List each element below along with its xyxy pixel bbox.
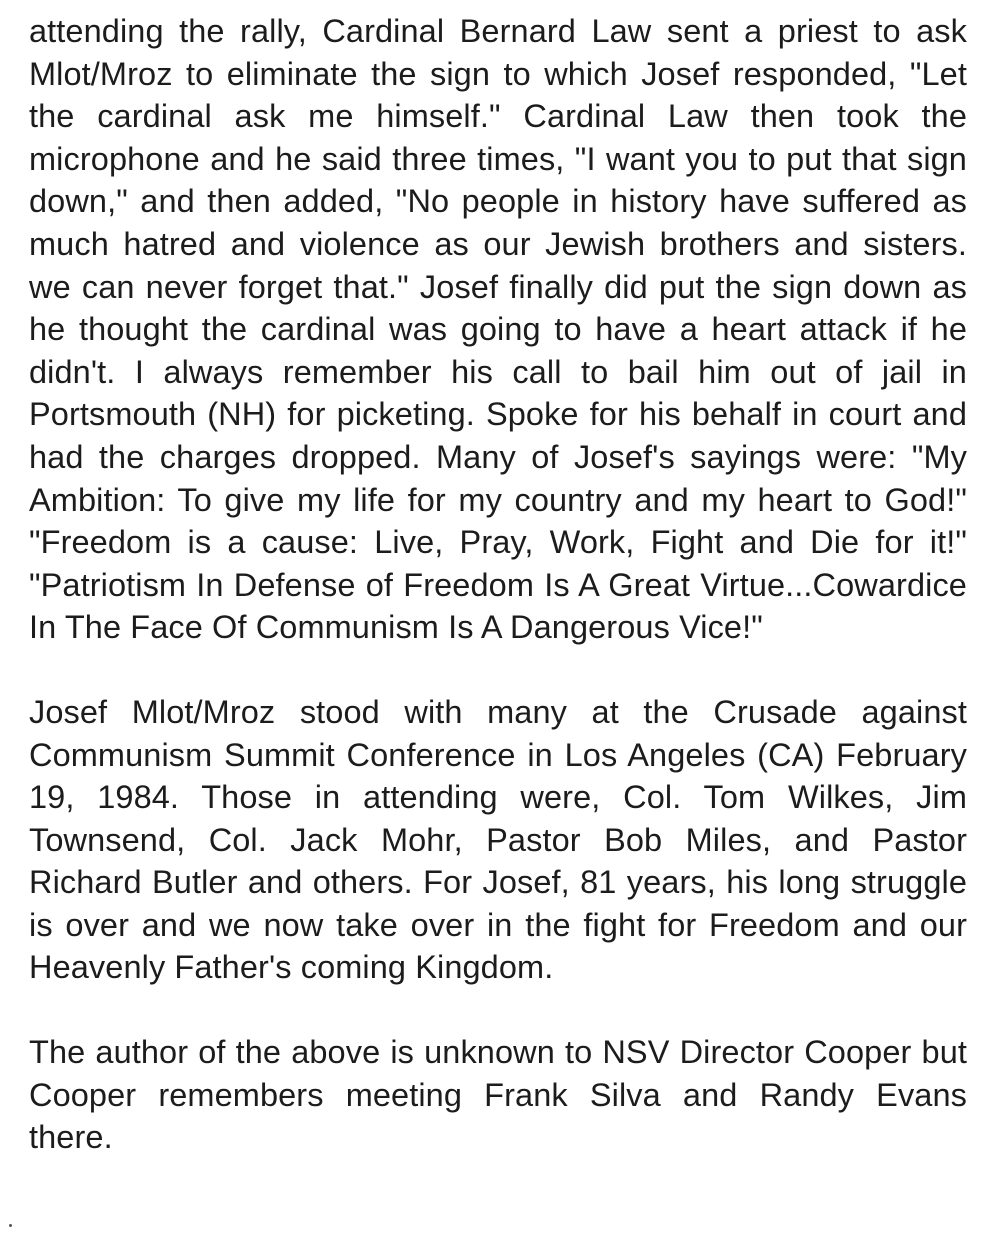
paragraph-conference: Josef Mlot/Mroz stood with many at the Crusade against Communism Summit Conference in Los Angeles (CA) February 19, 1984. Those in attending were, Col. Tom Wilkes, Jim Townsend, Col. Jack Mohr, Pastor Bob Miles, and Pastor Richard Butler and others. For Josef, 81 years, his long struggle is over and we now take over in the fight for Freedom and our Heavenly Father's coming Kingdom.	[29, 693, 967, 986]
document-page	[29, 10, 967, 1159]
paragraph-author-note: The author of the above is unknown to NSV Director Cooper but Cooper remembers meeting Frank Silva and Randy Evans there.	[29, 1034, 967, 1156]
paragraph-rally: attending the rally, Cardinal Bernard Law sent a priest to ask Mlot/Mroz to eliminate the sign to which Josef responded, "Let the cardinal ask me himself." Cardinal Law then took the microphone and he said three times, "I want you to put that sign down," and then added, "No people in history have suffered as much hatred and violence as our Jewish brothers and sisters. we can never forget that." Josef finally did put the sign down as he thought the cardinal was going to have a heart attack if he didn't. I always remember his call to bail him out of jail in Portsmouth (NH) for picketing. Spoke for his behalf in court and had the charges dropped. Many of Josef's sayings were: "My Ambition: To give my life for my country and my heart to God!" "Freedom is a cause: Live, Pray, Work, Fight and Die for it!" "Patriotism In Defense of Freedom Is A Great Virtue...Cowardice In The Face Of Communism Is A Dangerous Vice!"	[29, 13, 967, 646]
scan-speck	[9, 1224, 12, 1227]
